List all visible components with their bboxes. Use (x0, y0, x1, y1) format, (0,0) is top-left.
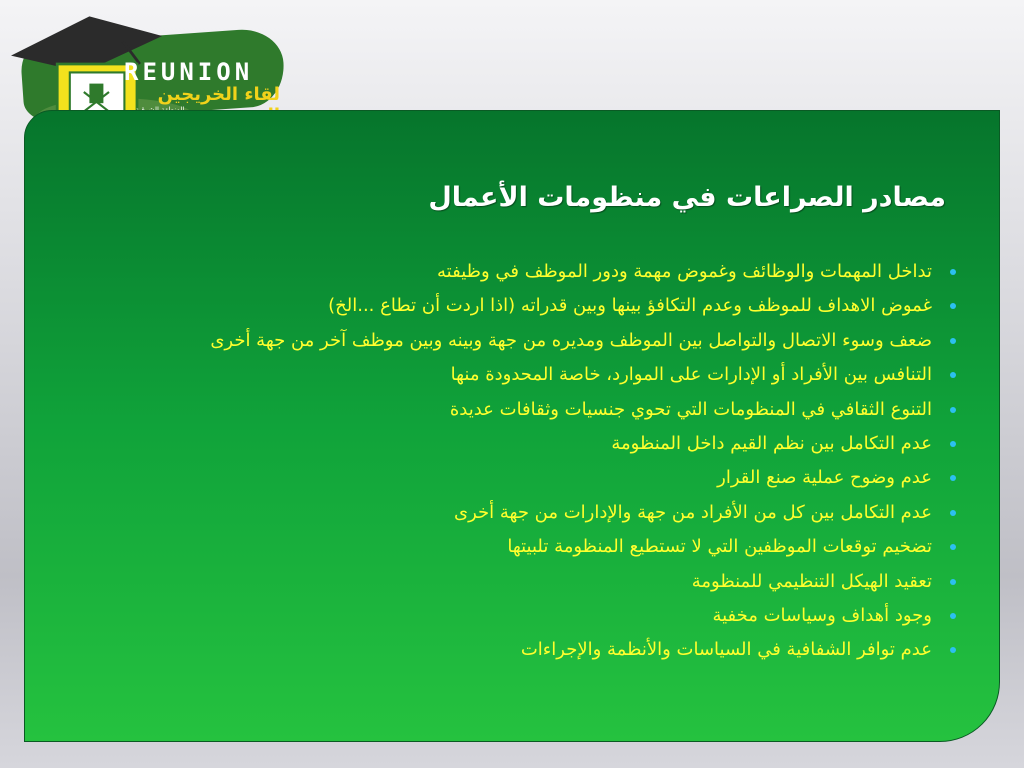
bullet-marker-icon (950, 613, 956, 619)
bullet-item (16, 464, 956, 498)
bullet-item (16, 292, 956, 326)
bullet-text: عدم توافر الشفافية في السياسات والأنظمة والإجراءات (520, 639, 932, 661)
bullet-marker-icon (950, 372, 956, 378)
bullet-item (16, 361, 956, 395)
bullet-item (16, 258, 956, 292)
bullet-item (16, 327, 956, 361)
slide-title: مصادر الصراعات في منظومات الأعمال (428, 182, 946, 213)
graduation-cap-shield-icon (10, 8, 110, 120)
bullet-marker-icon (950, 510, 956, 516)
bullet-text: عدم التكامل بين نظم القيم داخل المنظومة (611, 432, 932, 454)
bullet-marker-icon (950, 544, 956, 550)
bullet-marker-icon (950, 269, 956, 275)
bullet-text: التنافس بين الأفراد أو الإدارات على الموارد، خاصة المحدودة منها (450, 364, 932, 386)
bullet-marker-icon (950, 441, 956, 447)
bullet-text: ضعف وسوء الاتصال والتواصل بين الموظف ومديره من جهة وبينه وبين موظف آخر من جهة أخرى (210, 329, 932, 351)
bullet-item (16, 396, 956, 430)
bullet-item (16, 430, 956, 464)
bullet-item (16, 636, 956, 670)
reunion-wordmark: REUNION (124, 58, 254, 86)
bullet-text: غموض الاهداف للموظف وعدم التكافؤ بينها وبين قدراته (اذا اردت أن تطاع ...الخ) (328, 295, 932, 317)
bullet-text: عدم التكامل بين كل من الأفراد من جهة والإدارات من جهة أخرى (454, 501, 932, 523)
bullet-text: عدم وضوح عملية صنع القرار (717, 467, 932, 489)
bullet-item (16, 499, 956, 533)
bullet-text: تعقيد الهيكل التنظيمي للمنظومة (691, 570, 932, 592)
bullet-marker-icon (950, 579, 956, 585)
bullet-text: وجود أهداف وسياسات مخفية (712, 604, 932, 626)
bullet-item (16, 568, 956, 602)
bullet-text: تضخيم توقعات الموظفين التي لا تستطيع المنظومة تلبيتها (507, 536, 932, 558)
bullet-item (16, 602, 956, 636)
bullet-item (16, 533, 956, 567)
bullet-marker-icon (950, 475, 956, 481)
bullet-text: التنوع الثقافي في المنظومات التي تحوي جنسيات وثقافات عديدة (449, 398, 932, 420)
bullet-marker-icon (950, 338, 956, 344)
bullet-marker-icon (950, 303, 956, 309)
bullet-marker-icon (950, 647, 956, 653)
bullet-text: تداخل المهمات والوظائف وغموض مهمة ودور الموظف في وظيفته (437, 261, 932, 282)
bullet-marker-icon (950, 407, 956, 413)
brand-title: لقاء الخريجين (157, 84, 280, 105)
bullet-list (16, 258, 956, 671)
